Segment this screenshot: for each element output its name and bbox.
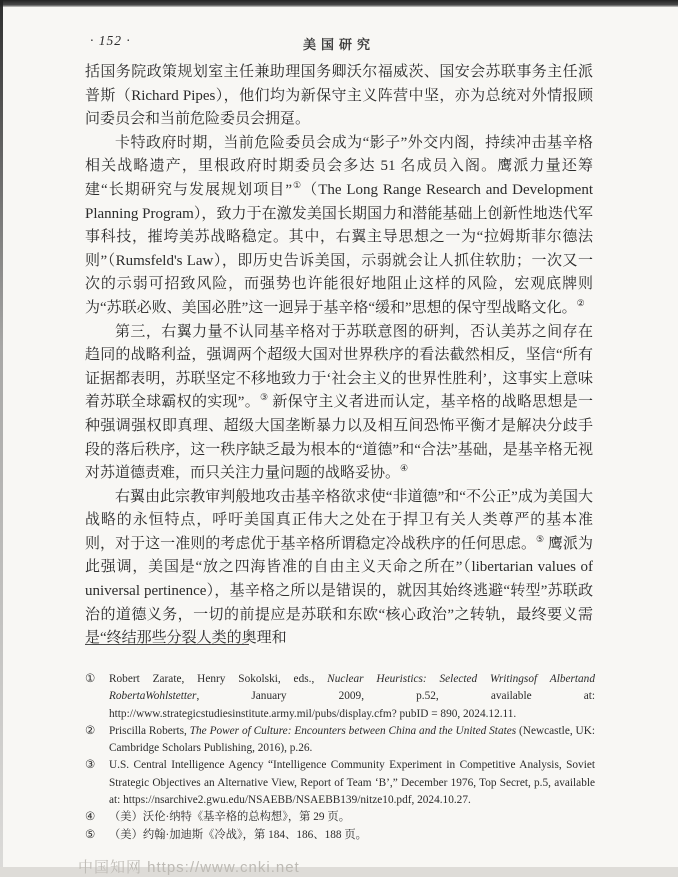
text-segment: 右翼由此宗教审判般地攻击基辛格欲求使“非道德”和“不公正”成为美国大战略的永恒特点，呼吁美国真正伟大之处在于捍卫有关人类尊严的基本准则，对于这一准则的考虑优于基辛格所谓稳定冷战秩序的任何思虑。 xyxy=(85,488,593,552)
page-number: · 152 · xyxy=(90,33,131,48)
footnote-text xyxy=(109,723,595,758)
footnote-ref: ① xyxy=(292,179,303,190)
footnotes-section xyxy=(85,671,595,844)
footnote-ref: ④ xyxy=(400,463,409,474)
text-segment: Priscilla Roberts, xyxy=(109,724,190,737)
footnote-text xyxy=(109,671,595,723)
text-segment: 鹰派为此强调，美国是“放之四海皆准的自由主义天命之所在”（libertarian values of universal pertinence），基辛格之所以是错误的，就因其始终逃避“转型”苏联政治的道德义务，一切的前提应是苏联和东欧“核心政治”之转轨，最终要义需是“终结那些分裂人类的奥理和 xyxy=(85,535,593,647)
text-segment: （The Long Range Research and Development Planning Program），致力于在激发美国长期国力和潜能基础上创新性地迭代军事科技，摧垮美苏战略稳定。其中，右翼主导思想之一为“拉姆斯菲尔德法则”（Rumsfeld's Law），即历史告诉美国，示弱就会让人抓住软肋；一次又一次的示弱可招致风险，而强势也许能很好地阻止这样的风险，宏观底牌则为“苏联必败、美国必胜”这一迥异于基辛格“缓和”思想的保守型战略文化。 xyxy=(85,181,593,316)
text-segment: Robert Zarate, Henry Sokolski, eds., xyxy=(109,673,328,685)
text-segment: The Power of Culture: Encounters between China and the United States xyxy=(189,724,517,737)
body-paragraph xyxy=(85,61,593,132)
footnote-marker: ① xyxy=(85,673,96,685)
footnote-text xyxy=(109,827,595,844)
text-segment: （美）沃伦·纳特《基辛格的总构想》，第 29 页。 xyxy=(109,811,350,824)
journal-title: 美国研究 xyxy=(302,37,375,52)
scan-edge-top xyxy=(0,0,678,7)
text-segment: 第三，右翼力量不认同基辛格对于苏联意图的研判，否认美苏之间存在趋同的战略利益，强调两个超级大国对世界秩序的看法截然相反，坚信“所有证据都表明，苏联坚定不移地致力于‘社会主义的世界性胜利’，这事实上意味着苏联全球霸权的实现”。 xyxy=(85,323,593,411)
footnote-marker: ③ xyxy=(85,759,96,772)
text-segment: 括国务院政策规划室主任兼助理国务卿沃尔福威茨、国安会苏联事务主任派普斯（Richard Pipes），他们均为新保守主义阵营中坚，亦为总统对外情报顾问委员会和当前危险委员会拥趸。 xyxy=(85,64,593,128)
footnote-ref: ⑤ xyxy=(536,533,545,544)
text-segment: 新保守主义者进而认定，基辛格的战略思想是一种强调强权即真理、超级大国垄断暴力以及相互间恐怖平衡才是解决分歧手段的落后秩序，这一秩序缺乏最为根本的“道德”和“合法”基础，是基辛格无视对苏道德责难，而只关注力量问题的战略妥协。 xyxy=(85,394,593,482)
footnote-separator xyxy=(85,644,249,645)
footnote-item xyxy=(85,827,595,844)
footnote-marker: ② xyxy=(85,724,96,737)
footnote-marker: ⑤ xyxy=(85,828,96,841)
page-header xyxy=(0,33,678,53)
text-segment: （美）约翰·加迪斯《冷战》，第 184、186、188 页。 xyxy=(109,828,367,841)
text-segment: , January 2009, p.52, available at: http://www.strategicstudiesinstitute.army.mil/pubs/display.cfm? pubID = 890, 2024.12.11. xyxy=(109,690,595,720)
watermark-fragment: 中国知网 https://www.cnki.net xyxy=(78,859,300,876)
footnote-item xyxy=(85,757,595,809)
footnote-text xyxy=(109,757,595,809)
body-paragraph xyxy=(85,132,593,321)
text-segment: (Newcastle, UK: Cambridge Scholars Publishing, 2016), p.26. xyxy=(109,724,595,755)
text-segment: U.S. Central Intelligence Agency “Intelligence Community Experiment in Competitive Analysis, Soviet Strategic Objectives an Alternative View, Report of Team ‘B’,” December 1976, Top Secret, p.5, available at: https://nsarchive2.gwu.edu/NSAEBB/NSAEBB139/nitze10.pdf, 2024.10.27. xyxy=(109,759,595,807)
text-segment: Nuclear Heuristics: Selected Writingsof Albertand RobertaWohlstetter xyxy=(109,673,595,703)
footnote-ref: ② xyxy=(576,297,585,308)
body-paragraphs xyxy=(85,61,593,651)
footnote-ref: ③ xyxy=(260,392,269,403)
scan-edge-left xyxy=(0,0,3,867)
footnote-item xyxy=(85,671,595,723)
footnote-item xyxy=(85,809,595,826)
footnote-item xyxy=(85,723,595,758)
footnote-marker: ④ xyxy=(85,811,96,824)
body-paragraph xyxy=(85,321,593,486)
body-paragraph xyxy=(85,486,593,651)
footnote-text xyxy=(109,809,595,826)
text-segment: 卡特政府时期，当前危险委员会成为“影子”外交内阁，持续冲击基辛格相关战略遗产，里根政府时期委员会多达 51 名成员入阁。鹰派力量还筹建“长期研究与发展规划项目” xyxy=(85,134,593,198)
